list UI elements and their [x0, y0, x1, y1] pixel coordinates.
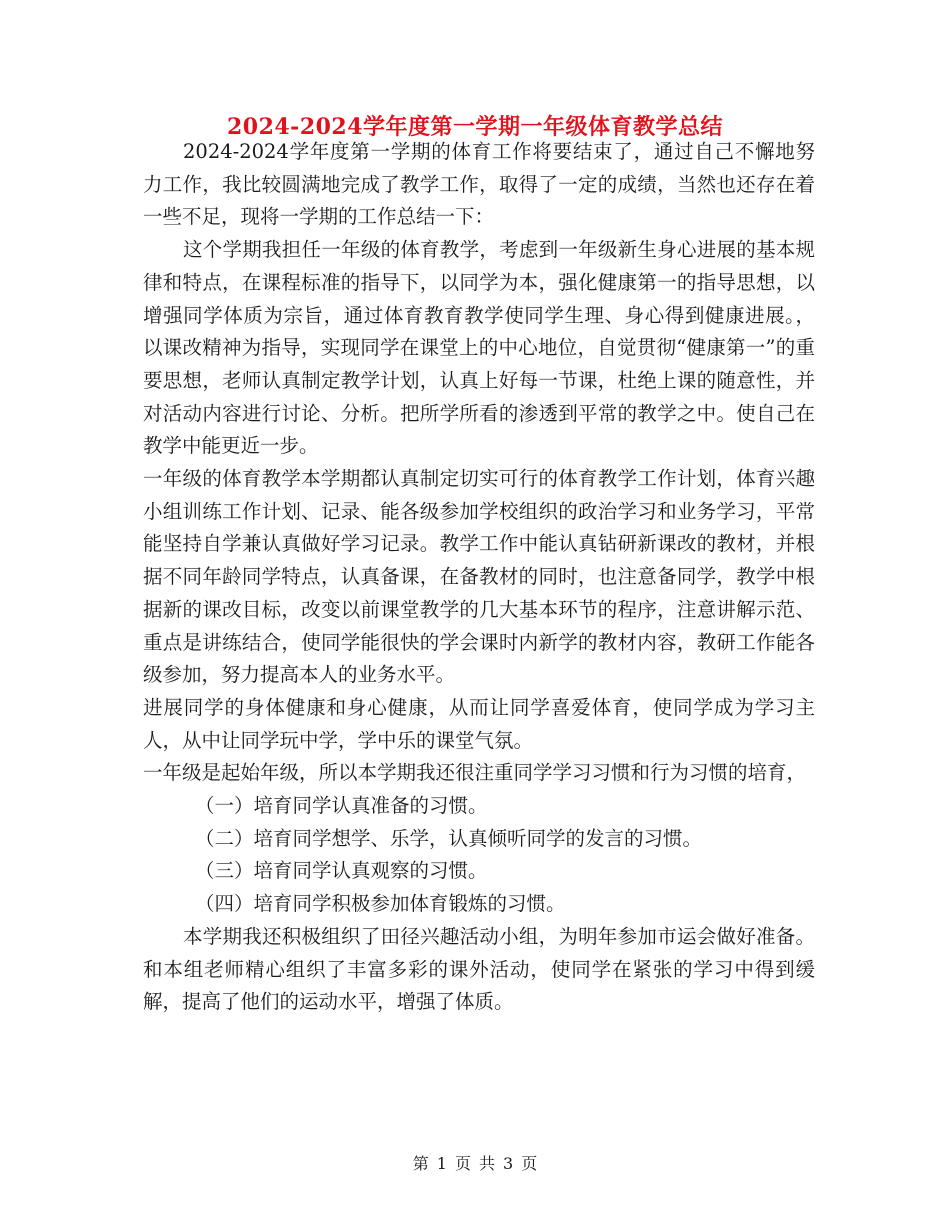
paragraph-teaching-plan: 一年级的体育教学本学期都认真制定切实可行的体育教学工作计划，体育兴趣小组训练工作计划、记录、能各级参加学校组织的政治学习和业务学习，平常能坚持自学兼认真做好学习记录。教学工作中能认真钻研新课改的教材，并根据不同年龄同学特点，认真备课，在备教材的同时，也注意备同学，教学中根据新的课改目标，改变以前课堂教学的几大基本环节的程序，注意讲解示范、重点是讲练结合，使同学能很快的学会课时内新学的教材内容，教研工作能各级参加，努力提高本人的业务水平。	[143, 467, 815, 687]
page-footer	[0, 1152, 950, 1176]
paragraph-extracurricular: 本学期我还积极组织了田径兴趣活动小组，为明年参加市运会做好准备。和本组老师精心组织了丰富多彩的课外活动，使同学在紧张的学习中得到缓解，提高了他们的运动水平，增强了体质。	[143, 924, 815, 1014]
paragraph-intro: 2024-2024学年度第一学期的体育工作将要结束了，通过自己不懈地努力工作，我比较圆满地完成了教学工作，取得了一定的成绩，当然也还存在着一些不足，现将一学期的工作总结一下：	[143, 140, 815, 229]
footer-page-total: 3	[503, 1154, 514, 1173]
paragraph-health-development: 进展同学的身体健康和身心健康，从而让同学喜爱体育，使同学成为学习主人，从中让同学玩中学，学中乐的课堂气氛。	[143, 695, 815, 752]
footer-total-prefix: 共	[479, 1154, 496, 1173]
paragraph-teaching-overview: 这个学期我担任一年级的体育教学，考虑到一年级新生身心进展的基本规律和特点，在课程标准的指导下，以同学为本，强化健康第一的指导思想，以增强同学体质为宗旨，通过体育教育教学使同学生理、身心得到健康进展。，以课改精神为指导，实现同学在课堂上的中心地位，自觉贯彻“健康第一”的重要思想，老师认真制定教学计划，认真上好每一节课，杜绝上课的随意性，并对活动内容进行讨论、分析。把所学所看的渗透到平常的教学之中。使自己在教学中能更近一步。	[143, 238, 815, 458]
list-item-habit-1: （一）培育同学认真准备的习惯。	[195, 794, 488, 818]
footer-page-current: 1	[436, 1154, 447, 1173]
paragraph-habits-intro: 一年级是起始年级，所以本学期我还很注重同学学习习惯和行为习惯的培育，	[143, 761, 807, 785]
footer-page-label: 页	[454, 1154, 471, 1173]
document-body	[143, 136, 815, 1019]
footer-suffix: 页	[521, 1154, 538, 1173]
list-item-habit-3: （三）培育同学认真观察的习惯。	[195, 859, 488, 883]
document-title: 2024-2024学年度第一学期一年级体育教学总结	[226, 114, 724, 140]
footer-prefix: 第	[412, 1154, 429, 1173]
list-item-habit-2: （二）培育同学想学、乐学，认真倾听同学的发言的习惯。	[195, 826, 703, 850]
list-item-habit-4: （四）培育同学积极参加体育锻炼的习惯。	[195, 892, 566, 916]
